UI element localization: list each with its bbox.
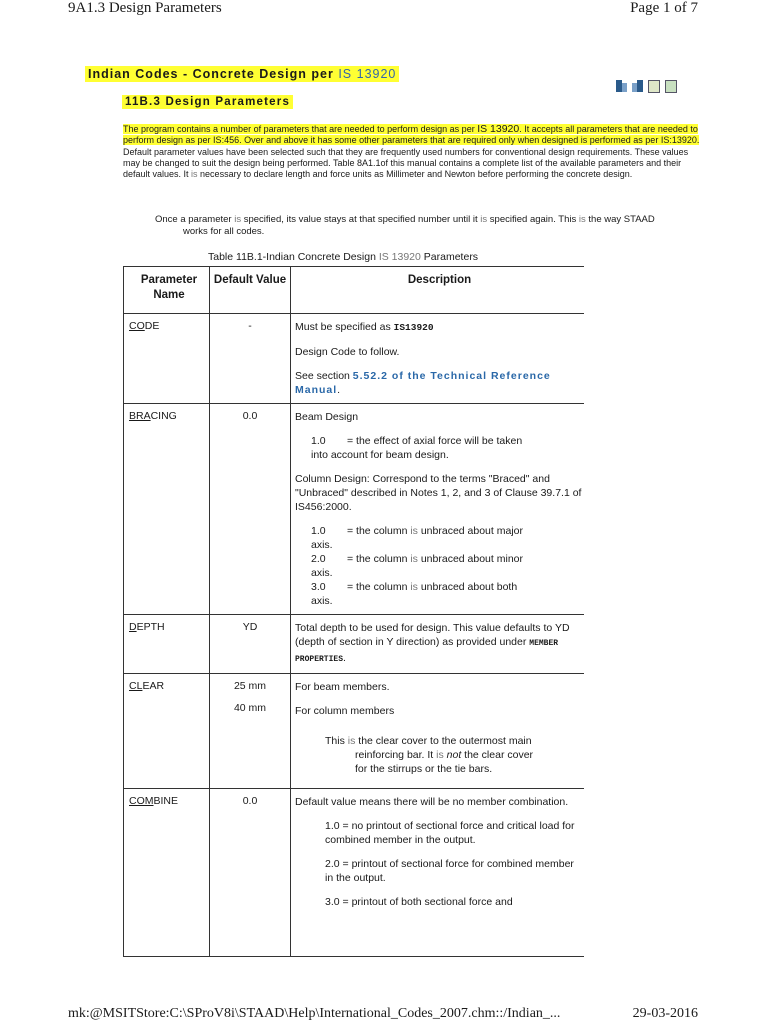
section-heading: 11B.3 Design Parameters xyxy=(122,95,293,109)
topic-toolbar xyxy=(616,80,682,94)
parameters-table xyxy=(123,266,584,957)
intro-paragraph: The program contains a number of parameters that are needed to perform design as per IS 13920. It accepts all parameters that are needed to perform design as per IS:456. Over and above it has some other parameters that are required only when designed is performed as per IS:13920. Default parameter values have been selected such that they are frequently used numbers for conventional design requirements. These values may be changed to suit the design being performed. Table 8A1.1of this manual contains a complete list of the available parameters and their default values. It is necessary to declare length and force units as Millimeter and Newton before performing the concrete design. xyxy=(123,123,700,180)
print-date: 29-03-2016 xyxy=(632,1006,698,1021)
table-caption: Table 11B.1-Indian Concrete Design IS 13920 Parameters xyxy=(208,251,479,263)
page-title: Indian Codes - Concrete Design per IS 13920 xyxy=(85,66,399,82)
print-header xyxy=(68,0,698,20)
header-default-value: Default Value xyxy=(210,267,291,314)
home-icon[interactable] xyxy=(665,80,677,93)
source-path: mk:@MSITStore:C:\SProV8i\STAAD\Help\International_Codes_2007.chm::/Indian_... xyxy=(68,1006,561,1021)
page-number: Page 1 of 7 xyxy=(630,0,698,16)
table-header-row xyxy=(124,267,585,314)
print-icon[interactable] xyxy=(648,80,660,93)
technical-reference-link[interactable]: 5.52.2 of the Technical Reference Manual xyxy=(295,370,551,396)
parameter-note: Once a parameter is specified, its value stays at that specified number until it is specified again. This is the way STAAD works for all codes. xyxy=(155,214,655,237)
previous-topic-icon[interactable] xyxy=(616,80,627,92)
header-description: Description xyxy=(291,267,585,314)
header-title: 9A1.3 Design Parameters xyxy=(68,0,222,16)
table-row: CLEAR 25 mm 40 mm For beam members. For column members This is the clear cover to the outermost main reinforcing bar. It is not the clear cover for the stirrups or the tie bars. xyxy=(124,674,585,789)
next-topic-icon[interactable] xyxy=(632,80,643,92)
table-row: CODE - Must be specified as IS13920 Design Code to follow. See section 5.52.2 of the Technical Reference Manual. xyxy=(124,314,585,404)
table-row: BRACING 0.0 Beam Design 1.0 = the effect of axial force will be taken into account for beam design. Column Design: Correspond to the terms "Braced" and "Unbraced" described in Notes 1, 2, and 3 of Clause 39.7.1 of IS456:2000. 1.0 = the column is unbraced about major axis. 2.0 = the column is unbraced about minor axis. 3.0 = the column is unbraced about both axis. xyxy=(124,404,585,615)
header-parameter-name: Parameter Name xyxy=(124,267,210,314)
table-row: COMBINE 0.0 Default value means there will be no member combination. 1.0 = no printout of sectional force and critical load for combined member in the output. 2.0 = printout of sectional force for combined member in the output. 3.0 = printout of both sectional force and xyxy=(124,789,585,957)
table-row: DEPTH YD Total depth to be used for design. This value defaults to YD (depth of section in Y direction) as provided under MEMBER PROPERTIES. xyxy=(124,615,585,674)
